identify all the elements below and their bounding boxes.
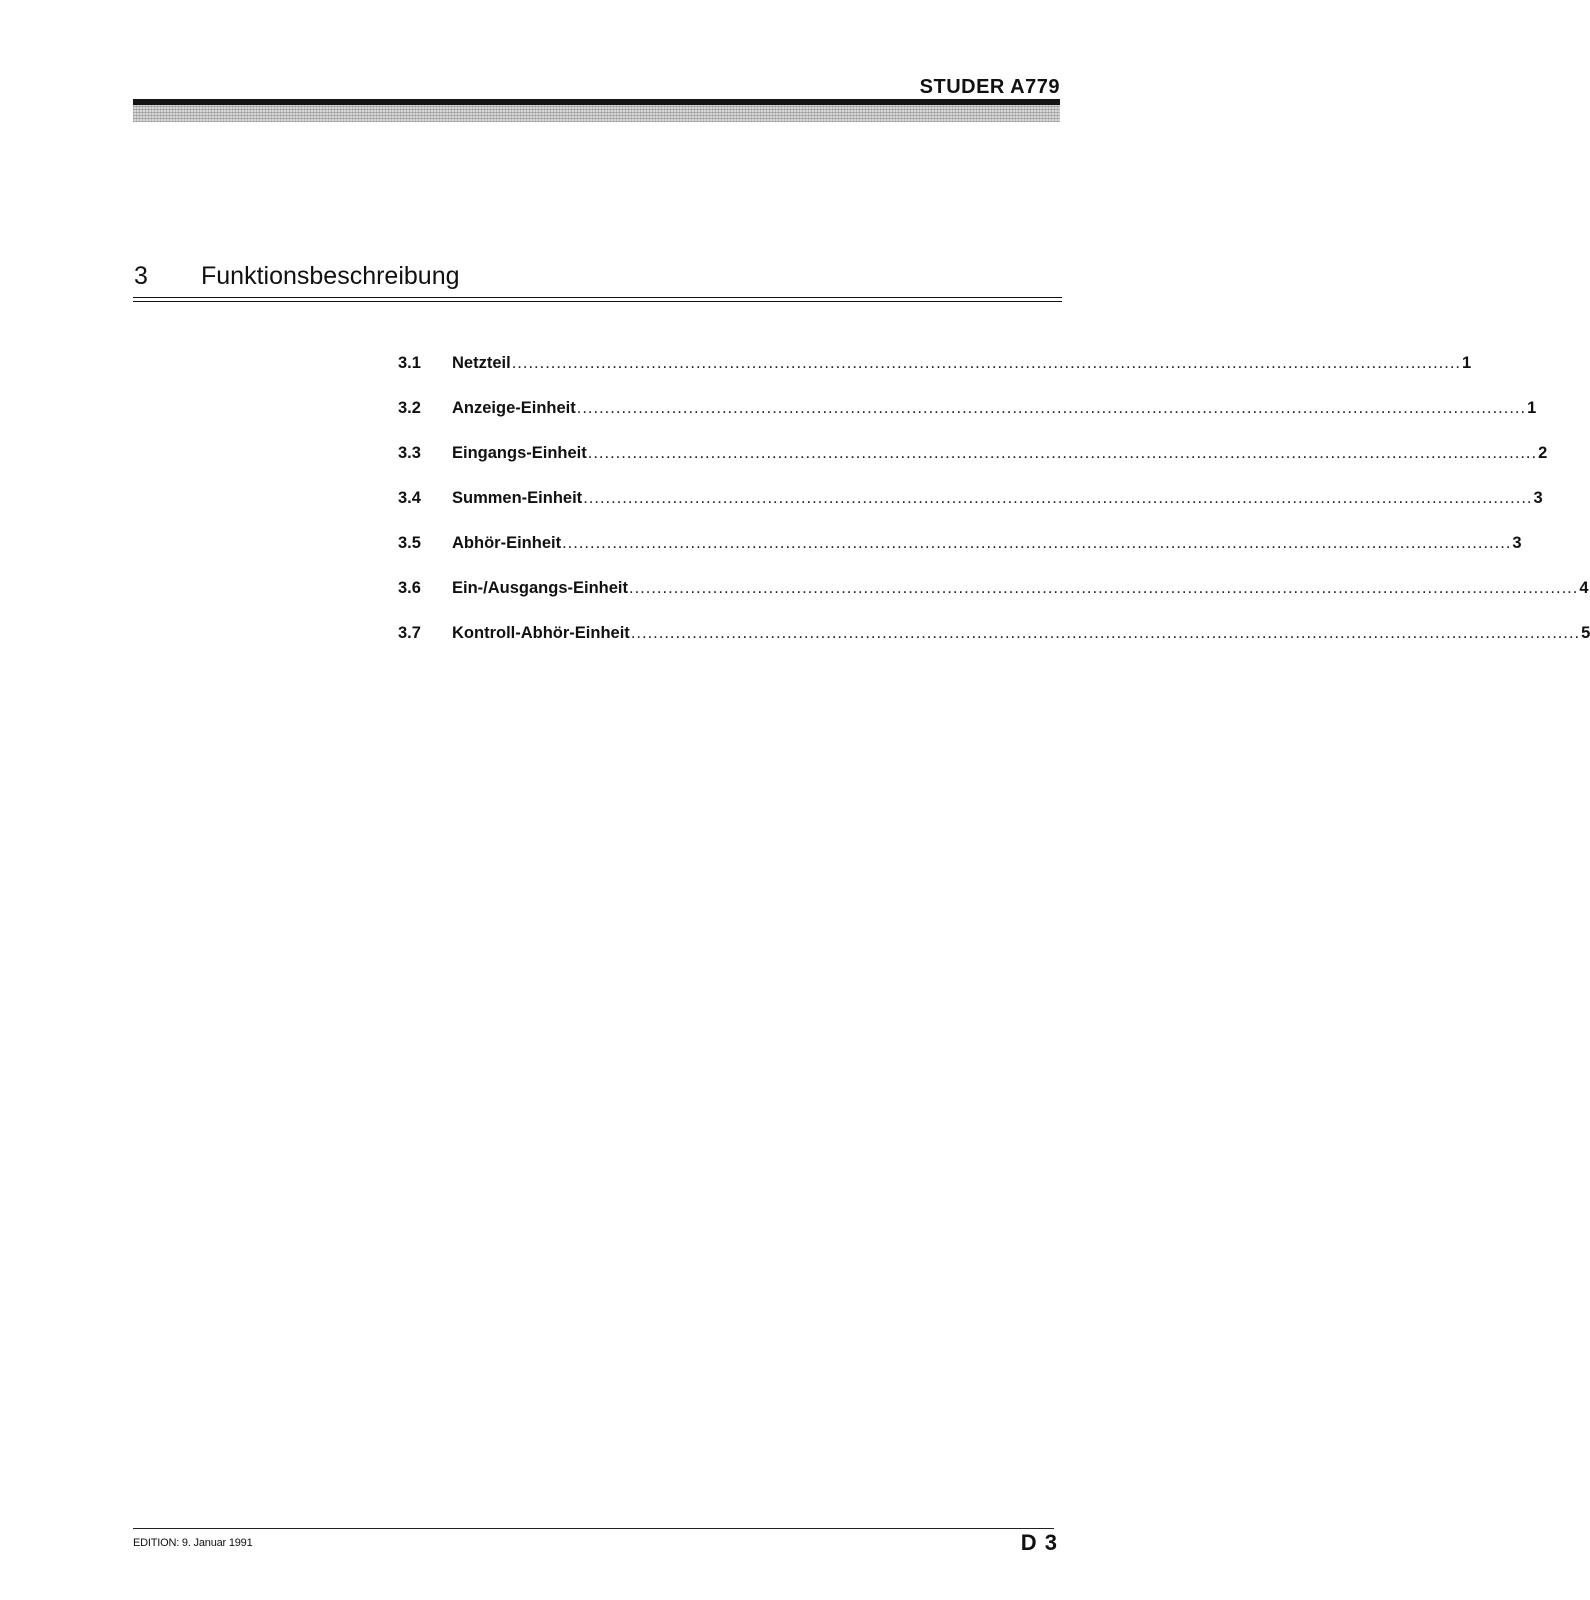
header-bar	[133, 99, 1060, 122]
footer-rule	[133, 1528, 1054, 1529]
toc-entry-3-7[interactable]	[398, 620, 1590, 665]
toc-entry-3-5[interactable]	[398, 530, 1522, 575]
toc-dot-leader: ..........................................................................................................................................................................	[583, 489, 1533, 507]
toc-entry-page: 2	[1538, 444, 1548, 462]
toc-entry-number: 3.5	[398, 534, 421, 552]
toc-entry-number: 3.7	[398, 624, 421, 642]
toc-entry-label: Ein-/Ausgangs-Einheit	[452, 579, 629, 597]
toc-entry-number: 3.4	[398, 489, 421, 507]
toc-entry-number: 3.6	[398, 579, 421, 597]
toc-entry-page: 3	[1512, 534, 1522, 552]
document-header-title: STUDER A779	[919, 76, 1060, 98]
toc-entry-label: Summen-Einheit	[452, 489, 583, 507]
toc-entry-number: 3.1	[398, 354, 421, 372]
toc-entry-label: Netzteil	[452, 354, 511, 372]
toc-entry-label: Eingangs-Einheit	[452, 444, 587, 462]
toc-dot-leader: ..........................................................................................................................................................................	[576, 399, 1527, 417]
table-of-contents	[398, 350, 1590, 665]
toc-entry-label: Anzeige-Einheit	[452, 399, 576, 417]
toc-dot-leader: ..........................................................................................................................................................................	[562, 534, 1512, 552]
footer-page-number: D 3	[1020, 1530, 1058, 1555]
toc-dot-leader: ..........................................................................................................................................................................	[630, 624, 1581, 642]
toc-entry-3-3[interactable]	[398, 440, 1548, 485]
footer-edition-date: EDITION: 9. Januar 1991	[133, 1537, 253, 1549]
toc-entry-page: 1	[1527, 399, 1537, 417]
toc-entry-label: Kontroll-Abhör-Einheit	[452, 624, 630, 642]
chapter-title-rule	[133, 297, 1062, 302]
toc-entry-label: Abhör-Einheit	[452, 534, 562, 552]
toc-entry-page: 5	[1581, 624, 1590, 642]
toc-entry-3-4[interactable]	[398, 485, 1543, 530]
chapter-title: Funktionsbeschreibung	[201, 262, 460, 290]
toc-dot-leader: ..........................................................................................................................................................................	[587, 444, 1538, 462]
toc-dot-leader: ..........................................................................................................................................................................	[629, 579, 1579, 597]
toc-entry-number: 3.2	[398, 399, 421, 417]
toc-entry-page: 4	[1579, 579, 1589, 597]
header-bar-shaded-stripe	[133, 105, 1060, 122]
chapter-number: 3	[134, 262, 148, 290]
toc-entry-page: 3	[1533, 489, 1543, 507]
toc-dot-leader: ..........................................................................................................................................................................	[511, 354, 1462, 372]
toc-entry-number: 3.3	[398, 444, 421, 462]
toc-entry-3-1[interactable]	[398, 350, 1472, 395]
toc-entry-3-2[interactable]	[398, 395, 1537, 440]
toc-entry-3-6[interactable]	[398, 575, 1589, 620]
toc-entry-page: 1	[1462, 354, 1472, 372]
